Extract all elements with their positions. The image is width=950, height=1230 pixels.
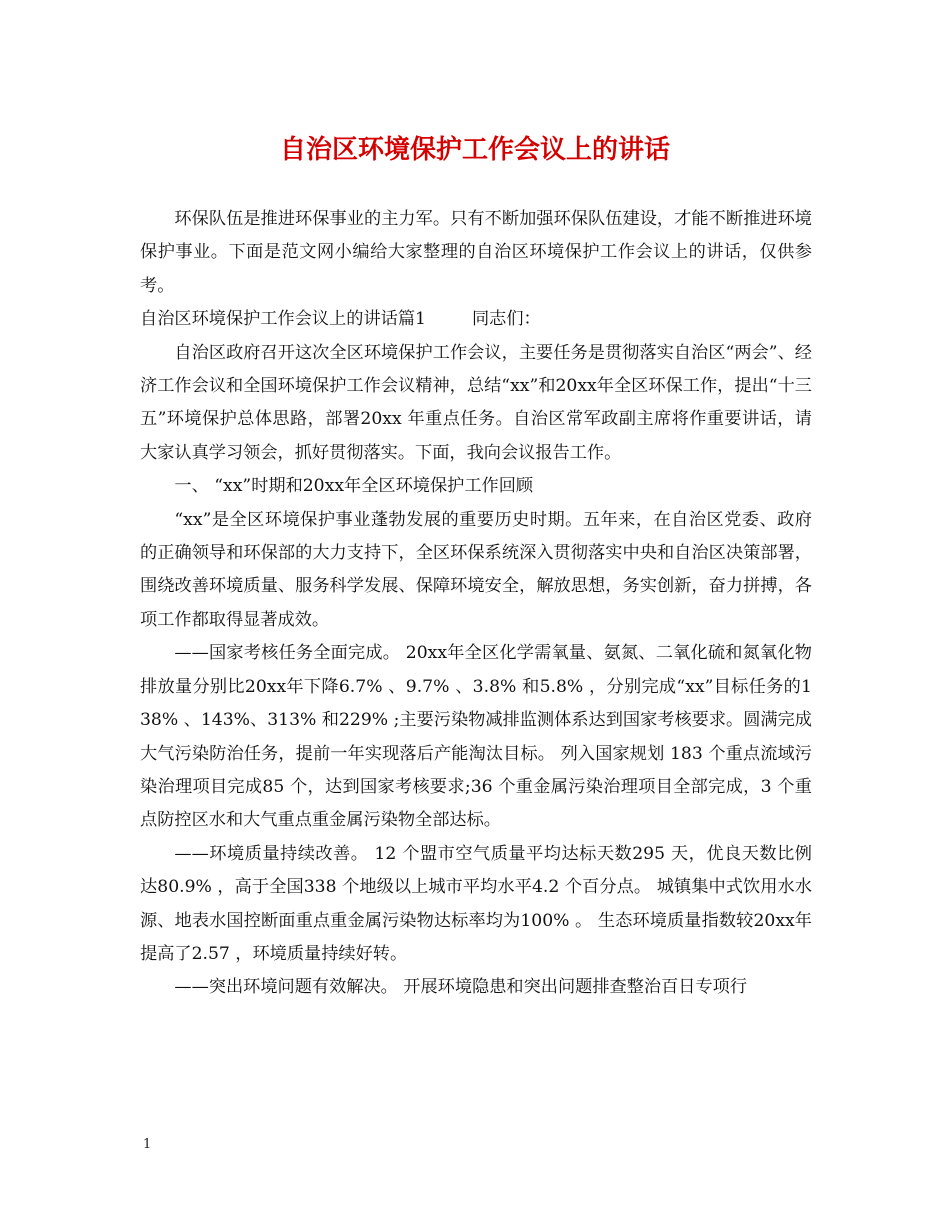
paragraph-review: “xx”是全区环境保护事业蓬勃发展的重要历史时期。五年来，在自治区党委、政府的正确领导和环保部的大力支持下，全区环保系统深入贯彻落实中央和自治区决策部署，围绕改善环境质量、服务科学发展、保障环境安全，解放思想，务实创新，奋力拼搏，各项工作都取得显著成效。: [140, 509, 812, 630]
paragraph-issues: ——突出环境问题有效解决。 开展环境隐患和突出问题排查整治百日专项行: [174, 977, 748, 998]
salutation: 同志们：: [471, 309, 541, 330]
section-title-line: [140, 303, 812, 336]
paragraph-quality: ——环境质量持续改善。 12 个盟市空气质量平均达标天数295 天，优良天数比例达80.9% ，高于全国338 个地级以上城市平均水平4.2 个百分点。 城镇集中式饮用水水源、地表水国控断面重点重金属污染物达标率均为100% 。 生态环境质量指数较20xx年提高了2.57 ，环境质量持续好转。: [140, 843, 812, 964]
section-title: 自治区环境保护工作会议上的讲话篇1: [140, 309, 426, 330]
document-body: [140, 203, 812, 1005]
document-title: 自治区环境保护工作会议上的讲话: [279, 135, 670, 165]
paragraph-tasks: ——国家考核任务全面完成。 20xx年全区化学需氧量、氨氮、二氧化硫和氮氧化物排放量分别比20xx年下降6.7% 、9.7% 、3.8% 和5.8% ，分别完成“xx”目标任务的138% 、143%、313% 和229% ;主要污染物减排监测体系达到国家考核要求。圆满完成大气污染防治任务，提前一年实现落后产能淘汰目标。 列入国家规划 183 个重点流域污染治理项目完成85 个，达到国家考核要求;36 个重金属污染治理项目全部完成，3 个重点防控区水和大气重点重金属污染物全部达标。: [140, 643, 812, 831]
section-heading: 一、 “xx”时期和20xx年全区环境保护工作回顾: [174, 476, 534, 497]
page-number: 1: [143, 1137, 152, 1152]
paragraph-opening: 自治区政府召开这次全区环境保护工作会议，主要任务是贯彻落实自治区“两会”、经济工作会议和全国环境保护工作会议精神，总结“xx”和20xx年全区环保工作，提出“十三五”环境保护总体思路，部署20xx 年重点任务。自治区常军政副主席将作重要讲话，请大家认真学习领会，抓好贯彻落实。下面，我向会议报告工作。: [140, 342, 812, 463]
intro-paragraph: 环保队伍是推进环保事业的主力军。只有不断加强环保队伍建设，才能不断推进环境保护事业。下面是范文网小编给大家整理的自治区环境保护工作会议上的讲话，仅供参考。: [140, 209, 812, 296]
